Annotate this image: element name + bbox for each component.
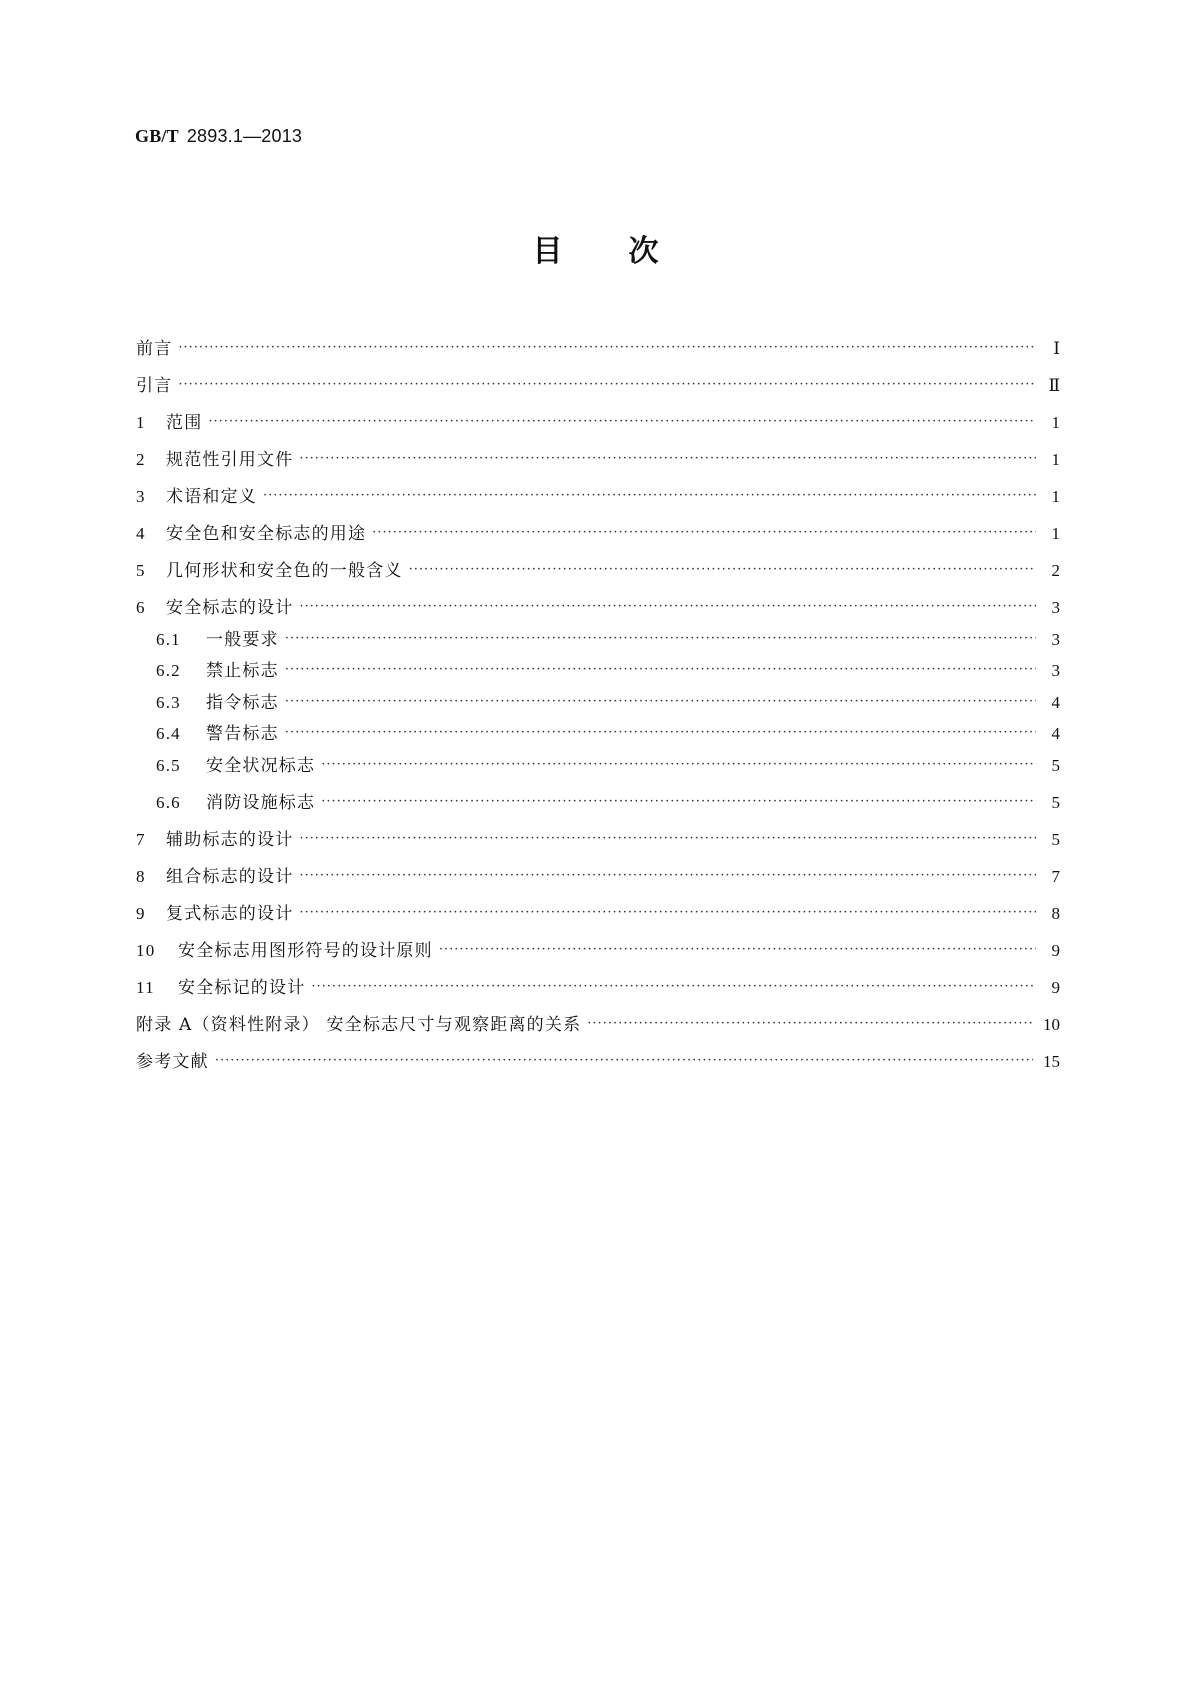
toc-entry-number: 3	[136, 487, 146, 506]
toc-entry-page: 1	[1051, 413, 1060, 432]
toc-entry-number: 2	[136, 450, 146, 469]
toc-entry-page: 8	[1051, 903, 1060, 923]
toc-entry-label: 警告标志	[206, 724, 279, 744]
toc-entry-number: 9	[136, 903, 146, 923]
toc-dot-leader	[208, 411, 1036, 434]
toc-entry-title	[136, 629, 285, 651]
toc-entry-number: 6	[136, 598, 146, 617]
toc-entry-label: 前言	[136, 339, 173, 359]
toc-entry-title	[136, 660, 285, 682]
toc-entry-number: 5	[136, 561, 146, 580]
toc-dot-leader	[299, 865, 1036, 888]
toc-dot-leader	[285, 659, 1036, 682]
toc-entry-number: 4	[136, 524, 146, 543]
toc-entry[interactable]	[136, 851, 1060, 888]
toc-entry-title	[136, 903, 299, 925]
toc-entry-number: 6.2	[156, 661, 181, 680]
toc-entry-page: 10	[1043, 1014, 1060, 1034]
toc-entry-label: 安全色和安全标志的用途	[166, 524, 367, 544]
toc-entry-title	[136, 449, 299, 471]
toc-dot-leader	[263, 485, 1036, 508]
toc-entry-title	[136, 940, 439, 962]
toc-entry-title	[136, 755, 321, 777]
toc-entry-label: 指令标志	[206, 692, 279, 713]
toc-entry-page: 4	[1051, 724, 1060, 743]
toc-dot-leader	[178, 337, 1036, 360]
toc-dot-leader	[372, 522, 1036, 545]
toc-entry-number: 10	[136, 940, 156, 960]
toc-entry-number: 1	[136, 413, 146, 432]
toc-dot-leader	[299, 448, 1036, 471]
toc-entry-page: 5	[1051, 755, 1060, 775]
toc-entry-title	[136, 486, 263, 508]
toc-entry-page: Ⅱ	[1048, 376, 1060, 395]
toc-dot-leader	[299, 828, 1036, 851]
toc-dot-leader	[321, 791, 1036, 814]
toc-dot-leader	[439, 939, 1036, 962]
toc-entry[interactable]	[136, 999, 1060, 1036]
toc-entry-page: 9	[1051, 940, 1060, 960]
toc-entry-label: 引言	[136, 376, 173, 396]
toc-entry[interactable]	[136, 1036, 1060, 1073]
toc-entry-page: 1	[1051, 487, 1060, 506]
toc-entry[interactable]	[136, 360, 1060, 397]
toc-entry-number: 11	[136, 977, 155, 997]
toc-entry-page: 2	[1051, 561, 1060, 580]
toc-entry-page: 3	[1051, 598, 1060, 617]
toc-entry[interactable]	[136, 508, 1060, 545]
toc-entry-page: 1	[1051, 450, 1060, 469]
toc-entry[interactable]	[136, 962, 1060, 999]
toc-entry-title	[136, 829, 299, 851]
toc-entry-label: 消防设施标志	[206, 792, 316, 813]
toc-entry[interactable]	[136, 814, 1060, 851]
toc-entry-number: 6.1	[156, 629, 181, 649]
toc-entry-title	[136, 977, 311, 999]
toc-entry-title	[136, 692, 285, 714]
toc-entry-label: 几何形状和安全色的一般含义	[166, 561, 403, 581]
toc-entry-label: 术语和定义	[166, 487, 257, 507]
toc-dot-leader	[299, 596, 1036, 619]
toc-entry[interactable]	[136, 397, 1060, 434]
toc-entry[interactable]	[136, 434, 1060, 471]
toc-entry-label: 复式标志的设计	[166, 903, 294, 924]
toc-entry-label: 附录 A（资料性附录） 安全标志尺寸与观察距离的关系	[136, 1014, 582, 1035]
toc-entry-label: 辅助标志的设计	[166, 829, 294, 850]
toc-entry[interactable]	[136, 582, 1060, 619]
toc-entry-page: 3	[1051, 661, 1060, 680]
toc-entry[interactable]	[136, 651, 1060, 683]
toc-entry[interactable]	[136, 745, 1060, 777]
toc-entry-page: Ⅰ	[1053, 339, 1060, 358]
toc-entry-label: 安全标志的设计	[166, 598, 294, 618]
toc-entry-title	[136, 866, 299, 888]
toc-entry-label: 安全标记的设计	[178, 977, 306, 998]
standard-prefix: GB/T	[135, 126, 179, 146]
toc-entry[interactable]	[136, 777, 1060, 814]
toc-dot-leader	[285, 691, 1036, 714]
toc-entry-label: 禁止标志	[206, 661, 279, 681]
toc-entry-title	[136, 412, 208, 434]
standard-number: 2893.1—2013	[186, 126, 303, 146]
toc-entry-page: 9	[1051, 977, 1060, 997]
toc-entry[interactable]	[136, 714, 1060, 746]
toc-entry[interactable]	[136, 888, 1060, 925]
toc-entry-page: 3	[1051, 629, 1060, 649]
toc-entry-title	[136, 375, 178, 397]
toc-entry[interactable]	[136, 619, 1060, 651]
toc-entry-page: 15	[1043, 1051, 1060, 1071]
toc-dot-leader	[285, 628, 1036, 651]
toc-entry-page: 5	[1051, 792, 1060, 812]
toc-entry-number: 6.5	[156, 755, 181, 775]
toc-entry-title	[136, 1051, 215, 1073]
toc-entry-page: 5	[1051, 829, 1060, 849]
toc-entry-title	[136, 597, 299, 619]
toc-entry-page: 7	[1051, 866, 1060, 886]
toc-entry-page: 1	[1051, 524, 1060, 543]
toc-entry-number: 6.3	[156, 692, 181, 712]
standard-code	[135, 126, 302, 147]
table-of-contents	[136, 323, 1060, 1073]
toc-entry-label: 参考文献	[136, 1051, 209, 1072]
toc-entry[interactable]	[136, 682, 1060, 714]
toc-dot-leader	[299, 902, 1036, 925]
toc-dot-leader	[178, 374, 1036, 397]
toc-dot-leader	[285, 722, 1036, 745]
toc-entry-title	[136, 723, 285, 745]
toc-entry-title	[136, 560, 409, 582]
toc-entry-label: 安全状况标志	[206, 755, 316, 776]
toc-entry-title	[136, 338, 178, 360]
toc-entry[interactable]	[136, 471, 1060, 508]
toc-entry-label: 组合标志的设计	[166, 866, 294, 887]
toc-entry-page: 4	[1051, 692, 1060, 712]
toc-entry-number: 6.4	[156, 724, 181, 743]
toc-entry-label: 一般要求	[206, 629, 279, 650]
title-char-2: 次	[628, 234, 659, 269]
toc-entry-title	[136, 523, 372, 545]
toc-entry[interactable]	[136, 925, 1060, 962]
toc-entry-title	[136, 1014, 587, 1036]
toc-entry-label: 规范性引用文件	[166, 450, 294, 470]
toc-dot-leader	[409, 559, 1036, 582]
page-title	[0, 226, 1191, 270]
toc-entry-title	[136, 792, 321, 814]
toc-entry-label: 安全标志用图形符号的设计原则	[178, 940, 433, 961]
title-char-1: 目	[532, 234, 563, 269]
toc-dot-leader	[587, 1013, 1033, 1036]
toc-entry-number: 6.6	[156, 792, 181, 812]
toc-dot-leader	[311, 976, 1036, 999]
toc-entry[interactable]	[136, 323, 1060, 360]
toc-entry-number: 8	[136, 866, 146, 886]
toc-entry[interactable]	[136, 545, 1060, 582]
toc-entry-label: 范围	[166, 413, 203, 433]
toc-entry-number: 7	[136, 829, 146, 849]
toc-dot-leader	[321, 754, 1036, 777]
toc-dot-leader	[215, 1050, 1033, 1073]
